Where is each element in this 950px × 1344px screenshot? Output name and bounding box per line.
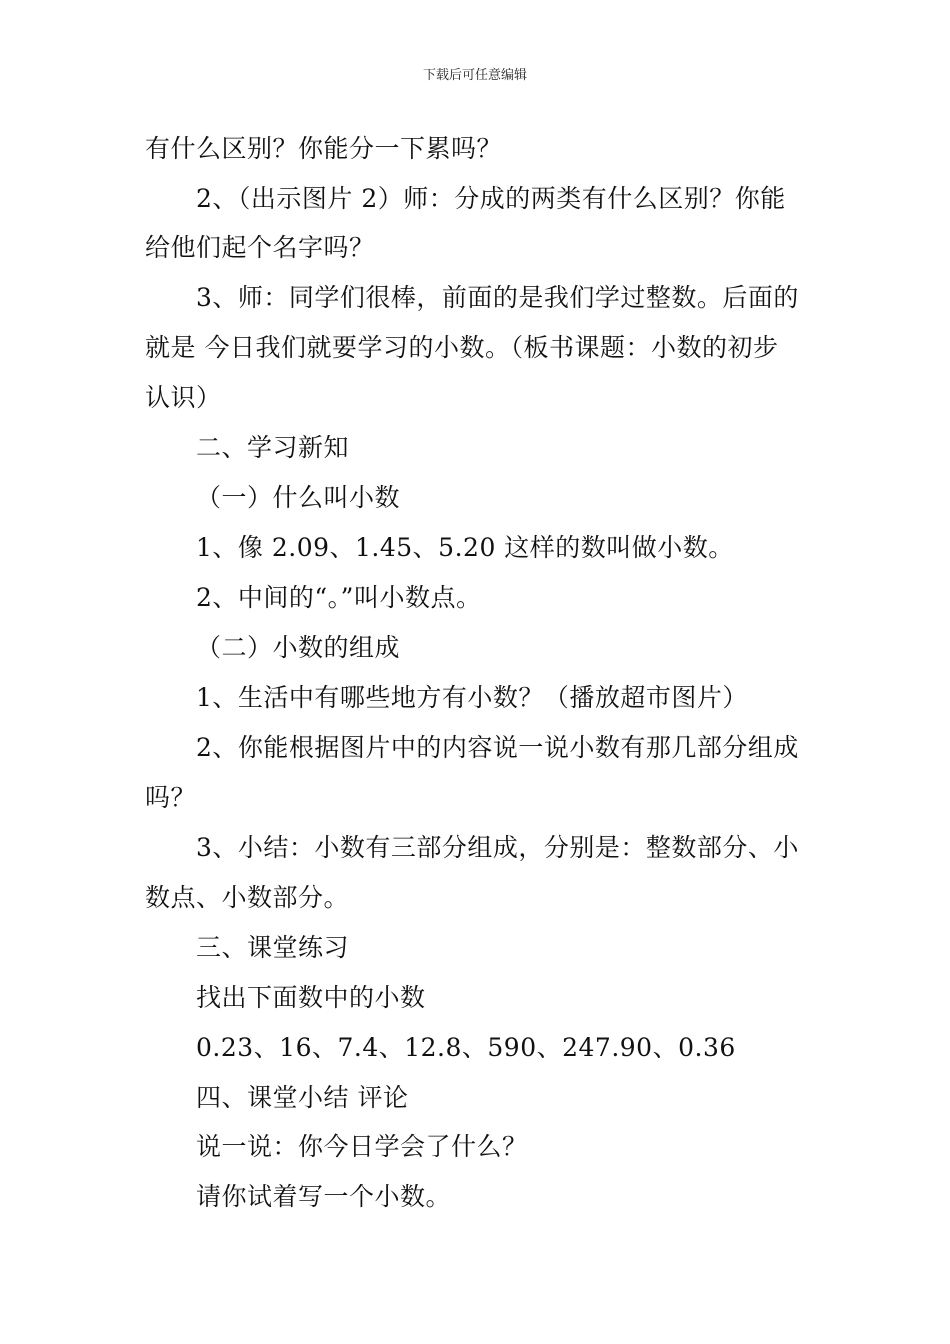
text-line: 0.23、16、7.4、12.8、590、247.90、0.36 bbox=[196, 1033, 736, 1062]
text-line: 给他们起个名字吗？ bbox=[145, 233, 375, 262]
text-line: 三、课堂练习 bbox=[196, 933, 350, 962]
text-line: 2、中间的“。”叫小数点。 bbox=[196, 583, 482, 612]
text-line: 2、你能根据图片中的内容说一说小数有那几部分组成 bbox=[196, 733, 799, 762]
text-line: 2、（出示图片 2）师：分成的两类有什么区别？你能 bbox=[196, 184, 786, 213]
text-line: 就是 今日我们就要学习的小数。（板书课题：小数的初步 bbox=[145, 333, 779, 362]
text-line: 3、小结：小数有三部分组成，分别是：整数部分、小 bbox=[196, 833, 799, 862]
page-header: 下载后可任意编辑 bbox=[422, 68, 527, 83]
text-line: 吗？ bbox=[145, 783, 197, 812]
text-line: 数点、小数部分。 bbox=[145, 883, 350, 912]
text-line: 说一说：你今日学会了什么？ bbox=[196, 1132, 528, 1161]
text-line: （一）什么叫小数 bbox=[196, 483, 401, 512]
text-line: 四、课堂小结 评论 bbox=[196, 1083, 409, 1112]
text-line: 认识） bbox=[145, 383, 222, 412]
text-line: 二、学习新知 bbox=[196, 433, 350, 462]
text-line: 1、像 2.09、1.45、5.20 这样的数叫做小数。 bbox=[196, 533, 734, 562]
text-line: （二）小数的组成 bbox=[196, 633, 401, 662]
text-line: 1、生活中有哪些地方有小数？（播放超市图片） bbox=[196, 683, 748, 712]
text-line: 3、师：同学们很棒，前面的是我们学过整数。后面的 bbox=[196, 283, 799, 312]
text-line: 有什么区别？你能分一下累吗？ bbox=[145, 134, 503, 163]
text-line: 请你试着写一个小数。 bbox=[196, 1182, 452, 1211]
text-line: 找出下面数中的小数 bbox=[196, 983, 426, 1012]
